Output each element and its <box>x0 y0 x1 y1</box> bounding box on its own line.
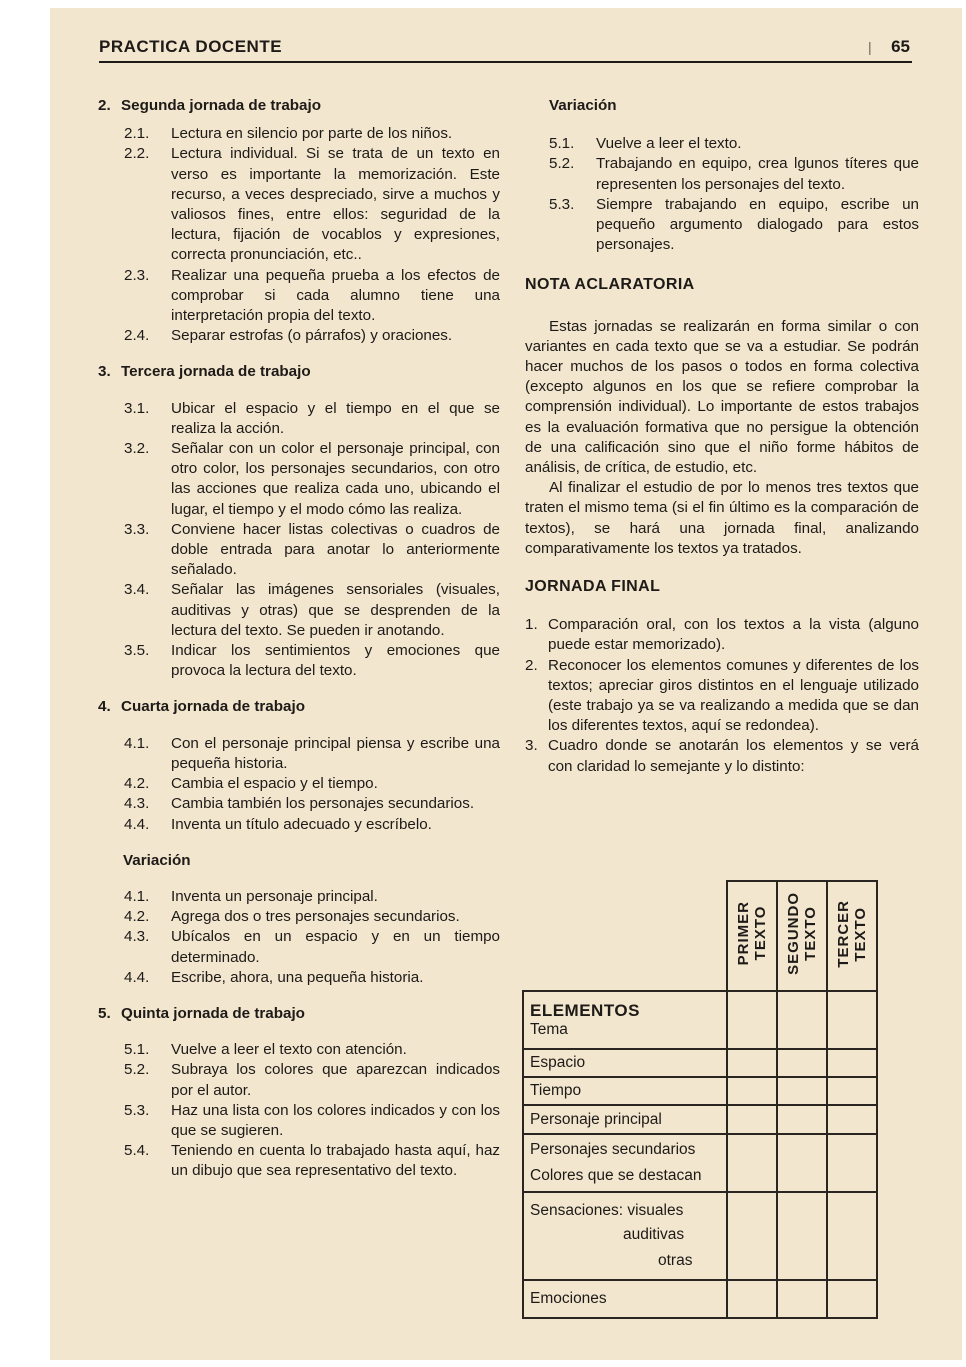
item-text: Conviene hacer listas colectivas o cuadros de doble entrada para anotar lo anteriormente señalado. <box>171 520 500 579</box>
table-row <box>523 1049 877 1077</box>
item-text: Indicar los sentimientos y emociones que provoca la lectura del texto. <box>171 642 500 680</box>
item-number: 2.2. <box>124 145 150 163</box>
list-item <box>98 815 500 835</box>
list-item <box>98 907 500 927</box>
table-cell <box>727 1049 777 1077</box>
list-item <box>98 399 500 439</box>
header-rule <box>99 61 912 63</box>
list-item <box>525 154 919 194</box>
column-header-primer: PRIMER TEXTO <box>727 881 777 991</box>
section-number: 3. <box>98 363 111 381</box>
row-label-elementos: ELEMENTOS Tema <box>523 991 727 1049</box>
item-text: Subraya los colores que aparezcan indicados por el autor. <box>171 1061 500 1099</box>
section-heading <box>98 697 500 717</box>
table-cell <box>827 1049 877 1077</box>
item-number: 5.2. <box>549 155 575 173</box>
table-cell <box>777 1280 827 1318</box>
table-cell <box>777 1192 827 1280</box>
item-text: Cuadro donde se anotarán los elementos y se verá con claridad lo semejante y lo distinto: <box>548 737 919 775</box>
list-item <box>98 734 500 774</box>
running-title: PRACTICA DOCENTE <box>99 37 283 56</box>
column-header-tercer: TERCER TEXTO <box>827 881 877 991</box>
list-item <box>98 144 500 265</box>
item-number: 4.3. <box>124 795 150 813</box>
table-header-row <box>523 881 877 991</box>
right-column <box>525 96 919 777</box>
table-row <box>523 1280 877 1318</box>
table-cell <box>827 991 877 1049</box>
list-item <box>525 615 919 655</box>
item-number: 2.3. <box>124 266 150 284</box>
list-item <box>98 520 500 581</box>
table-cell <box>827 1077 877 1105</box>
list-item <box>525 656 919 737</box>
item-number: 5.1. <box>124 1041 150 1059</box>
item-number: 3.3. <box>124 520 150 538</box>
item-text: Vuelve a leer el texto. <box>596 135 742 153</box>
list-item <box>98 1040 500 1060</box>
list-item <box>98 887 500 907</box>
item-text: Agrega dos o tres personajes secundarios. <box>171 908 460 926</box>
item-number: 4.1. <box>124 734 150 752</box>
section-title: Variación <box>123 851 191 869</box>
section-title: Segunda jornada de trabajo <box>121 97 322 114</box>
list-item <box>98 641 500 681</box>
item-number: 5.3. <box>549 195 575 213</box>
section-heading <box>98 96 500 116</box>
table-cell <box>777 1105 827 1134</box>
section-heading <box>98 1004 500 1024</box>
item-number: 4.4. <box>124 815 150 833</box>
header-separator: | <box>868 39 872 55</box>
table-row <box>523 1077 877 1105</box>
list-item <box>98 1060 500 1100</box>
table-cell <box>727 1134 777 1192</box>
item-text: Escribe, ahora, una pequeña historia. <box>171 968 424 986</box>
section-heading <box>98 362 500 382</box>
item-text: Cambia también los personajes secundarios. <box>171 795 475 813</box>
item-number: 3.1. <box>124 399 150 417</box>
row-label-emociones: Emociones <box>523 1280 727 1318</box>
nota-paragraph-2: Al finalizar el estudio de por lo menos tres textos que traten el mismo tema (si el fin último es la comparación de textos), se hará una jornada final, analizando comparativamente los textos ya tratados. <box>525 479 919 557</box>
item-number: 2. <box>525 656 538 674</box>
item-text: Vuelve a leer el texto con atención. <box>171 1041 407 1059</box>
item-number: 5.2. <box>124 1061 150 1079</box>
table-cell <box>777 1077 827 1105</box>
table-cell <box>827 1280 877 1318</box>
comparison-table <box>522 880 878 1319</box>
table-row <box>523 1105 877 1134</box>
item-number: 1. <box>525 616 538 634</box>
item-text: Ubícalos en un espacio y en un tiempo determinado. <box>171 928 500 966</box>
row-label-espacio: Espacio <box>523 1049 727 1077</box>
item-text: Trabajando en equipo, crea lgunos títeres que representen los personajes del texto. <box>596 155 919 193</box>
item-text: Con el personaje principal piensa y escribe una pequeña historia. <box>171 734 500 772</box>
table-row <box>523 991 877 1049</box>
list-item <box>98 124 500 144</box>
section-number: 4. <box>98 698 111 716</box>
list-item <box>98 266 500 327</box>
table-row <box>523 1134 877 1192</box>
section-title: Tercera jornada de trabajo <box>121 363 311 381</box>
item-text: Inventa un título adecuado y escríbelo. <box>171 815 432 833</box>
table-cell <box>827 1134 877 1192</box>
table-cell <box>777 1049 827 1077</box>
table-cell <box>777 1134 827 1192</box>
item-text: Siempre trabajando en equipo, escribe un pequeño argumento dialogado para estos personajes. <box>596 195 919 254</box>
item-number: 3.2. <box>124 440 150 458</box>
table-cell <box>727 1105 777 1134</box>
item-number: 2.1. <box>124 125 150 143</box>
item-text: Lectura individual. Si se trata de un texto en verso es importante la memorización. Este recurso, a veces despreciado, sirve a muchos y valiosos fines, entre ellos: seguridad de la lectura, fijación de vocablos y expresiones, correcta pronunciación, etc.. <box>171 145 500 264</box>
item-number: 4.1. <box>124 887 150 905</box>
list-item <box>98 794 500 814</box>
page-number: 65 <box>891 37 910 56</box>
variacion-heading: Variación <box>549 97 617 114</box>
item-text: Inventa un personaje principal. <box>171 887 378 905</box>
item-number: 3.5. <box>124 642 150 660</box>
jornada-final-heading: JORNADA FINAL <box>525 578 661 596</box>
item-text: Señalar con un color el personaje principal, con otro color, los personajes secundarios, con otro las acciones que realiza cada uno, ubicando el lugar, el tiempo y el modo cómo las realiza. <box>171 440 500 518</box>
list-item <box>98 927 500 967</box>
section-number: 5. <box>98 1004 111 1022</box>
item-text: Comparación oral, con los textos a la vista (alguno puede estar memorizado). <box>548 616 919 654</box>
nota-paragraph-1: Estas jornadas se realizarán en forma similar o con variantes en cada texto que se va a estudiar. Se podrán hacer muchos de los pasos o todos en forma colectiva (excepto algunos en los que se refiere comprobar la comprensión individual). Lo importante de estos trabajos es la evaluación formativa que no persigue la obtención de una calificación sino que el niño forme hábitos de análisis, de crítica, de estudio, etc. <box>525 317 919 477</box>
table-row <box>523 1192 877 1280</box>
list-item <box>98 326 500 346</box>
table-corner <box>523 881 727 991</box>
column-header-segundo: SEGUNDO TEXTO <box>777 881 827 991</box>
section-title: Cuarta jornada de trabajo <box>121 698 305 716</box>
item-number: 4.2. <box>124 775 150 793</box>
item-number: 5.3. <box>124 1101 150 1119</box>
section-heading <box>123 851 500 871</box>
page-header <box>99 37 912 61</box>
row-label-tiempo: Tiempo <box>523 1077 727 1105</box>
item-text: Teniendo en cuenta lo trabajado hasta aquí, haz un dibujo que sea representativo del texto. <box>171 1142 500 1180</box>
item-number: 4.2. <box>124 908 150 926</box>
item-number: 5.1. <box>549 135 575 153</box>
row-label-sensaciones: Sensaciones: visuales auditivas otras <box>523 1192 727 1280</box>
section-number: 2. <box>98 97 111 114</box>
table-cell <box>727 1280 777 1318</box>
item-text: Realizar una pequeña prueba a los efectos de comprobar si cada alumno tiene una interpretación propia del texto. <box>171 266 500 325</box>
item-text: Reconocer los elementos comunes y diferentes de los textos; apreciar giros distintos en el lenguaje utilizado (este trabajo ya se va realizando a medida que se dan los diferentes textos, aquí se redondea). <box>548 656 919 735</box>
list-item <box>525 195 919 256</box>
list-item <box>98 774 500 794</box>
section-title: Quinta jornada de trabajo <box>121 1004 305 1022</box>
row-label-secundarios: Personajes secundarios Colores que se destacan <box>523 1134 727 1192</box>
table-cell <box>827 1105 877 1134</box>
left-column <box>98 96 500 1182</box>
table-cell <box>727 991 777 1049</box>
item-number: 5.4. <box>124 1142 150 1160</box>
item-number: 4.4. <box>124 968 150 986</box>
item-number: 4.3. <box>124 928 150 946</box>
item-number: 3. <box>525 737 538 755</box>
item-text: Señalar las imágenes sensoriales (visuales, auditivas y otras) que se desprenden de la lectura del texto. Se pueden ir anotando. <box>171 581 500 639</box>
list-item <box>98 439 500 520</box>
item-number: 2.4. <box>124 327 150 345</box>
table-cell <box>827 1192 877 1280</box>
item-text: Lectura en silencio por parte de los niños. <box>171 125 453 143</box>
nota-heading: NOTA ACLARATORIA <box>525 276 695 294</box>
item-text: Separar estrofas (o párrafos) y oraciones. <box>171 327 453 345</box>
list-item <box>98 580 500 641</box>
table-cell <box>777 991 827 1049</box>
table-cell <box>727 1077 777 1105</box>
table-cell <box>727 1192 777 1280</box>
list-item <box>98 1101 500 1141</box>
item-text: Ubicar el espacio y el tiempo en el que se realiza la acción. <box>171 399 500 437</box>
item-text: Haz una lista con los colores indicados y con los que se sugieren. <box>171 1101 500 1139</box>
list-item <box>98 968 500 988</box>
list-item <box>98 1141 500 1181</box>
row-label-personaje: Personaje principal <box>523 1105 727 1134</box>
item-number: 3.4. <box>124 581 150 599</box>
list-item <box>525 736 919 776</box>
item-text: Cambia el espacio y el tiempo. <box>171 775 378 793</box>
list-item <box>525 134 919 154</box>
